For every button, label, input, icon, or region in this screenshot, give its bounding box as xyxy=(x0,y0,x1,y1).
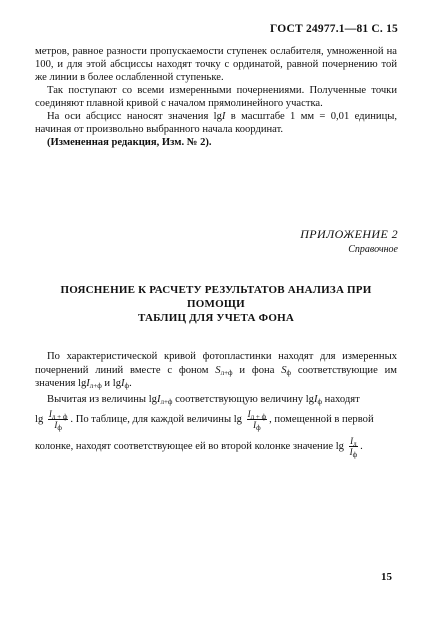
section-title-line-2: ТАБЛИЦ ДЛЯ УЧЕТА ФОНА xyxy=(137,312,295,324)
section-title xyxy=(35,283,397,325)
top-text-block xyxy=(35,45,397,149)
body-paragraph-1: По характеристической кривой фотопластинки находят для измеренных почернений линий вместе с фоном $S_{л+ф}$ и фона $S_ф$ соответствующие им значения lgI$_{л+ф}$ и lgI$_ф$. xyxy=(35,351,397,390)
top-paragraph-3: На оси абсцисс наносят значения lgI в масштабе 1 мм = 0,01 единицы, начиная от произвольно выбранного начала координат. xyxy=(35,111,398,135)
amendment-note: (Измененная редакция, Изм. № 2). xyxy=(47,137,212,148)
appendix-type: Справочное xyxy=(348,244,398,255)
body-text-block xyxy=(35,350,397,457)
appendix-title: ПРИЛОЖЕНИЕ 2 xyxy=(300,227,398,241)
fraction-lf-over-f: $\frac{I_{л + ф}}{I_ф}$ xyxy=(48,409,68,432)
fraction-l-over-f: $\frac{I_л}{I_ф}$ xyxy=(349,436,358,459)
body-paragraph-2: Вычитая из величины lgI$_{л+ф}$ соответствующую величину lgI$_ф$ находят xyxy=(47,393,360,406)
body-paragraph-2-cont: lg $\frac{I_{л + ф}}{I_ф}$ . По таблице, для каждой величины lg $\frac{I_{л + ф}}{I_ф}$ , помещенной в первой xyxy=(35,409,374,432)
page-header: ГОСТ 24977.1—81 С. 15 xyxy=(270,23,398,35)
appendix-label xyxy=(300,227,398,255)
body-paragraph-3: колонке, находят соответствующее ей во второй колонке значение lg $\frac{I_л}{I_ф}$ . xyxy=(35,436,363,459)
top-paragraph-1: метров, равное разности пропускаемости ступенек ослабителя, умноженной на 100, и для этой абсциссы находят точку с ординатой, равной почернению той же линии в более ослабленной ступеньке. xyxy=(35,46,397,83)
fraction-lf-over-f-2: $\frac{I_{л + ф}}{I_ф}$ xyxy=(247,409,267,432)
page-number: 15 xyxy=(381,571,392,583)
top-paragraph-2: Так поступают со всеми измеренными почернениями. Полученные точки соединяют плавной кривой с началом прямолинейного участка. xyxy=(35,85,397,109)
section-title-line-1: ПОЯСНЕНИЕ К РАСЧЕТУ РЕЗУЛЬТАТОВ АНАЛИЗА ПРИ ПОМОЩИ xyxy=(60,284,372,310)
